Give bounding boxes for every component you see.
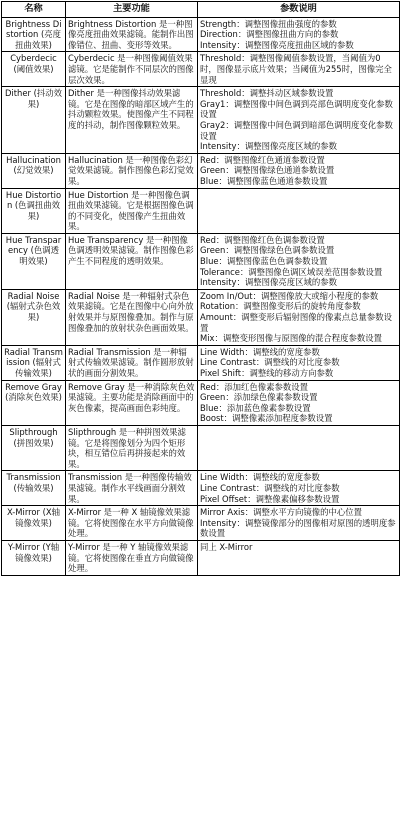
param-line: Line Width：调整线的宽度参数 (200, 472, 320, 483)
param-line: Green：调整图像绿色通道参数设置 (200, 165, 335, 176)
filter-name-cell: Dither (抖动效果) (2, 87, 66, 154)
filter-params-cell (198, 471, 400, 506)
filter-function-cell: Hue Transparency 是一种图像色调透明效果滤镜。制作图像色彩产生不同程度的透明效果。 (66, 233, 198, 289)
filter-params-cell (198, 188, 400, 233)
param-line: Line Contrast：调整线的对比度参数 (200, 357, 340, 368)
filter-name-cell: Hallucination (幻觉效果) (2, 153, 66, 188)
filter-params-cell (198, 87, 400, 154)
table-row (2, 17, 400, 52)
filter-parameter-table (1, 1, 400, 576)
filter-function-cell: Radial Transmission 是一种辐射式传输效果滤镜。制作圆形放射状的画面分割效果。 (66, 345, 198, 380)
table-row (2, 153, 400, 188)
param-line: Strength：调整图像扭曲强度的参数 (200, 18, 337, 29)
filter-function-cell: Hue Distortion 是一种图像色调扭曲效果滤镜。它是根据图像色调的不同变化，使图像产生扭曲效果。 (66, 188, 198, 233)
param-line: Intensity：调整图像亮度扭曲区域的参数 (200, 39, 354, 50)
param-line: Gray1：调整图像中间色调到亮部色调明度变化参数设置 (200, 98, 393, 120)
param-line: Red：添加红色像素参数设置 (200, 381, 309, 392)
filter-params-cell (198, 52, 400, 87)
table-row (2, 471, 400, 506)
param-line: Tolerance：调整图像色调区域误差范围参数设置 (200, 266, 383, 277)
filter-name-cell: Hue Distortion (色调扭曲效果) (2, 188, 66, 233)
param-line: Blue：调整图像蓝色色调参数设置 (200, 256, 328, 267)
table-row (2, 540, 400, 575)
filter-name-cell: Slipthrough (拼图效果) (2, 425, 66, 470)
filter-params-cell (198, 425, 400, 470)
table-row (2, 506, 400, 541)
param-line: Pixel Shift：调整线的移动方向参数 (200, 368, 334, 378)
filter-params-cell (198, 289, 400, 345)
param-line: Rotation：调整图像变形后的旋转角度参数 (200, 301, 361, 312)
filter-function-cell: Dither 是一种图像抖动效果滤镜。它是在图像的暗部区域产生的抖动颗粒效果。使图像产生不同程度的抖动，制作图像颗粒效果。 (66, 87, 198, 154)
filter-function-cell: Brightness Distortion 是一种图像亮度扭曲效果滤镜。能制作出图像错位、扭曲、变形等效果。 (66, 17, 198, 52)
filter-params-cell (198, 233, 400, 289)
param-line: Green：调整图像绿色色调参数设置 (200, 245, 335, 256)
filter-function-cell: Radial Noise 是一种辐射式杂色效果滤镜。它是在图像中心向外放射效果并与原图像叠加。制作与原图像叠加的放射状杂色画面效果。 (66, 289, 198, 345)
filter-function-cell: X-Mirror 是一种 X 轴镜像效果滤镜。它将使图像在水平方向做镜像处理。 (66, 506, 198, 541)
filter-name-cell: Y-Mirror (Y轴镜像效果) (2, 540, 66, 575)
filter-name-cell: Radial Noise (辐射式杂色效果) (2, 289, 66, 345)
param-line: Blue：添加蓝色像素参数设置 (200, 402, 311, 413)
filter-function-cell: Cyberdecic 是一种图像阈值效果滤镜。它是能制作不同层次的图像层次效果。 (66, 52, 198, 87)
filter-params-cell (198, 153, 400, 188)
param-line: Intensity：调整镜像部分的图像相对原图的透明度参数设置 (200, 517, 396, 539)
table-row (2, 425, 400, 470)
table-row (2, 345, 400, 380)
param-line: Line Width：调整线的宽度参数 (200, 346, 320, 357)
filter-name-cell: Transmission (传输效果) (2, 471, 66, 506)
filter-name-cell: Hue Transparency (色调透明效果) (2, 233, 66, 289)
table-row (2, 188, 400, 233)
filter-name-cell: Remove Gray (消除灰色效果) (2, 380, 66, 425)
filter-name-cell: Brightness Distortion (亮度扭曲效果) (2, 17, 66, 52)
filter-function-cell: Transmission 是一种图像传输效果滤镜。制作水平线画面分割效果。 (66, 471, 198, 506)
param-line: Intensity：调整图像亮度区域的参数 (200, 277, 337, 288)
param-line: Boost：调整像素添加程度参数设置 (200, 413, 333, 424)
header-function: 主要功能 (66, 2, 198, 18)
param-line: Blue：调整图像蓝色通道参数设置 (200, 175, 328, 186)
table-row (2, 380, 400, 425)
filter-name-cell: Cyberdecic (阈值效果) (2, 52, 66, 87)
filter-function-cell: Slipthrough 是一种拼图效果滤镜。它是将图像划分为四个矩形块，相互错位后再拼接起来的效果。 (66, 425, 198, 470)
header-name: 名称 (2, 2, 66, 18)
param-line: Mix：调整变形图像与原图像的混合程度参数设置 (200, 333, 383, 344)
param-line: Direction：调整图像扭曲方向的参数 (200, 29, 339, 40)
filter-params-cell (198, 506, 400, 541)
param-line: Threshold：调整抖动区域参数设置 (200, 88, 334, 99)
param-line: Intensity：调整图像亮度区域的参数 (200, 141, 337, 152)
param-line: Green：添加绿色像素参数设置 (200, 392, 318, 403)
param-line: Zoom In/Out：调整图像放大或缩小程度的参数 (200, 290, 379, 301)
filter-params-cell (198, 380, 400, 425)
header-params: 参数说明 (198, 2, 400, 18)
table-row (2, 87, 400, 154)
filter-params-cell (198, 540, 400, 575)
param-line: Mirror Axis：调整水平方向镜像的中心位置 (200, 507, 362, 518)
filter-function-cell: Hallucination 是一种图像色彩幻觉效果滤镜。制作图像色彩幻觉效果。 (66, 153, 198, 188)
filter-function-cell: Y-Mirror 是一种 Y 轴镜像效果滤镜。它将使图像在垂直方向做镜像处理。 (66, 540, 198, 575)
param-line: Pixel Offset：调整像素偏移参数设置 (200, 493, 340, 504)
param-line: Gray2：调整图像中间色调到暗部色调明度变化参数设置 (200, 119, 393, 141)
filter-params-cell (198, 17, 400, 52)
param-line: Amount：调整变形后辐射图像的像素点总量参数设置 (200, 312, 393, 333)
param-line: Line Contrast：调整线的对比度参数 (200, 482, 340, 493)
table-row (2, 289, 400, 345)
param-line: Red：调整图像红色通道参数设置 (200, 154, 325, 165)
table-body (2, 17, 400, 575)
param-line: 同上 X-Mirror (200, 541, 253, 552)
table-header-row (2, 2, 400, 18)
filter-name-cell: X-Mirror (X轴镜像效果) (2, 506, 66, 541)
filter-function-cell: Remove Gray 是一种消除灰色效果滤镜。主要功能是消除画面中的灰色像素，提高画面色彩纯度。 (66, 380, 198, 425)
table-row (2, 52, 400, 87)
param-line: Threshold：调整图像阈值参数设置，当阈值为0时，图像显示底片效果；当阈值为255时，图像完全显现 (200, 53, 392, 85)
table-row (2, 233, 400, 289)
filter-name-cell: Radial Transmission (辐射式传输效果) (2, 345, 66, 380)
filter-params-cell (198, 345, 400, 380)
param-line: Red：调整图像红色色调参数设置 (200, 234, 325, 245)
